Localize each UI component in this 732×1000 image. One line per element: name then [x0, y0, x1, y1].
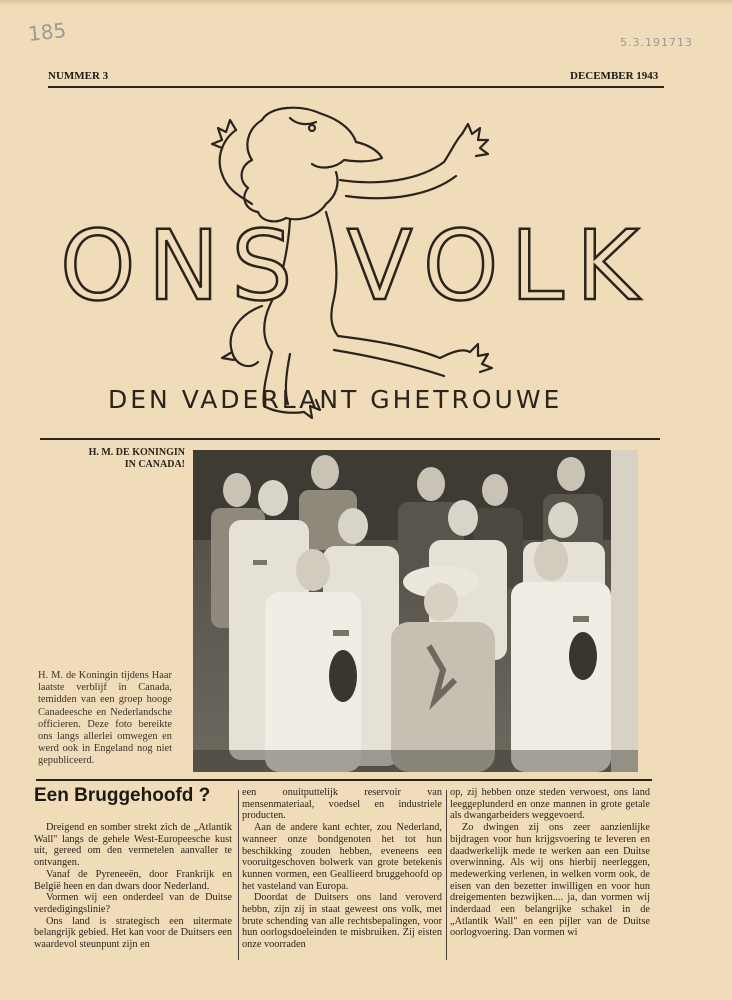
photo-caption: H. M. de Koningin tijdens Haar laatste verblijf in Canada, temidden van een groep hooge Canadeesche en Nederlandsche officieren. Deze foto bereikte ons langs allerlei omwegen en werd ook in Engeland nog niet gepubliceerd. [38, 670, 172, 767]
issue-date: DECEMBER 1943 [570, 70, 659, 82]
article-paragraph: Ons land is strategisch een uitermate belangrijk gebied. Het kan voor de Duitsers een waardevol steunpunt zijn en [34, 915, 232, 951]
group-photo [193, 450, 638, 772]
article-paragraph: Aan de andere kant echter, zou Nederland, wanneer onze bondgenoten het tot hun beschikking zouden hebben, eveneens een vooruitgeschoven bolwerk van grote betekenis kunnen vormen, een Geallieerd bruggehoofd op het vasteland van Europa. [242, 822, 442, 892]
group-photo-image [193, 450, 638, 772]
archive-pencil-mark: 185 [26, 18, 68, 46]
article-paragraph: Zo dwingen zij ons zeer aanzienlijke bijdragen voor hun krijgsvoering te leveren en daadwerkelijk mede te werken aan een Duitse overwinning. Als wij ons hierbij neerleggen, medewerking verlenen, in welken vorm ook, de eisen van den bezetter inwilligen en voor hun dreigementen bezwijken.... ja, dan vormen wij inderdaad een belangrijke schakel in de „Atlantik Wall" en een pijler van de Duitse oorlogvoering. Dan vormen wi [450, 822, 650, 939]
article-paragraph: Doordat de Duitsers ons land veroverd hebbn, zijn zij in staat geweest ons volk, met brute schending van alle rechtsbepalingen, voor hun oorlogsdoeleinden te misbruiken. Zij eisten onze voorraden [242, 892, 442, 951]
archive-pencil-date: 5.3.191713 [620, 36, 693, 49]
photo-headline-line1: H. M. DE KONINGIN [88, 447, 185, 458]
paper-edge [0, 0, 732, 6]
masthead-title: ONS VOLK [60, 210, 651, 322]
article-title: Een Bruggehoofd ? [34, 785, 211, 806]
article-paragraph: Vormen wij een onderdeel van de Duitse verdedigingslinie? [34, 892, 232, 915]
photo-headline-line2: IN CANADA! [124, 459, 185, 470]
masthead-rule [40, 438, 660, 440]
article-paragraph: Dreigend en somber strekt zich de „Atlantik Wall" langs de gehele West-Europeesche kust uit, gereed om den vermetelen aanvaller te ontvangen. [34, 822, 232, 869]
article-top-rule [36, 779, 652, 781]
masthead-motto: DEN VADERLANT GHETROUWE [108, 385, 563, 414]
photo-headline [40, 447, 185, 471]
article-paragraph: Vanaf de Pyreneeën, door Frankrijk en België heen en dan dwars door Nederland. [34, 868, 232, 892]
article-paragraph: een onuitputtelijk reservoir van mensenmateriaal, voedsel en industriele producten. [242, 787, 442, 822]
article-column-1 [34, 822, 232, 951]
article-column-2 [242, 787, 442, 951]
article-column-3 [450, 787, 650, 939]
issue-number: NUMMER 3 [48, 70, 109, 82]
column-divider [238, 790, 239, 960]
column-divider [446, 790, 447, 960]
article-paragraph: op, zij hebben onze steden verwoest, ons land leeggeplunderd en onze mannen in grote getale als dwangarbeiders weggevoerd. [450, 787, 650, 822]
header-rule [48, 86, 664, 88]
